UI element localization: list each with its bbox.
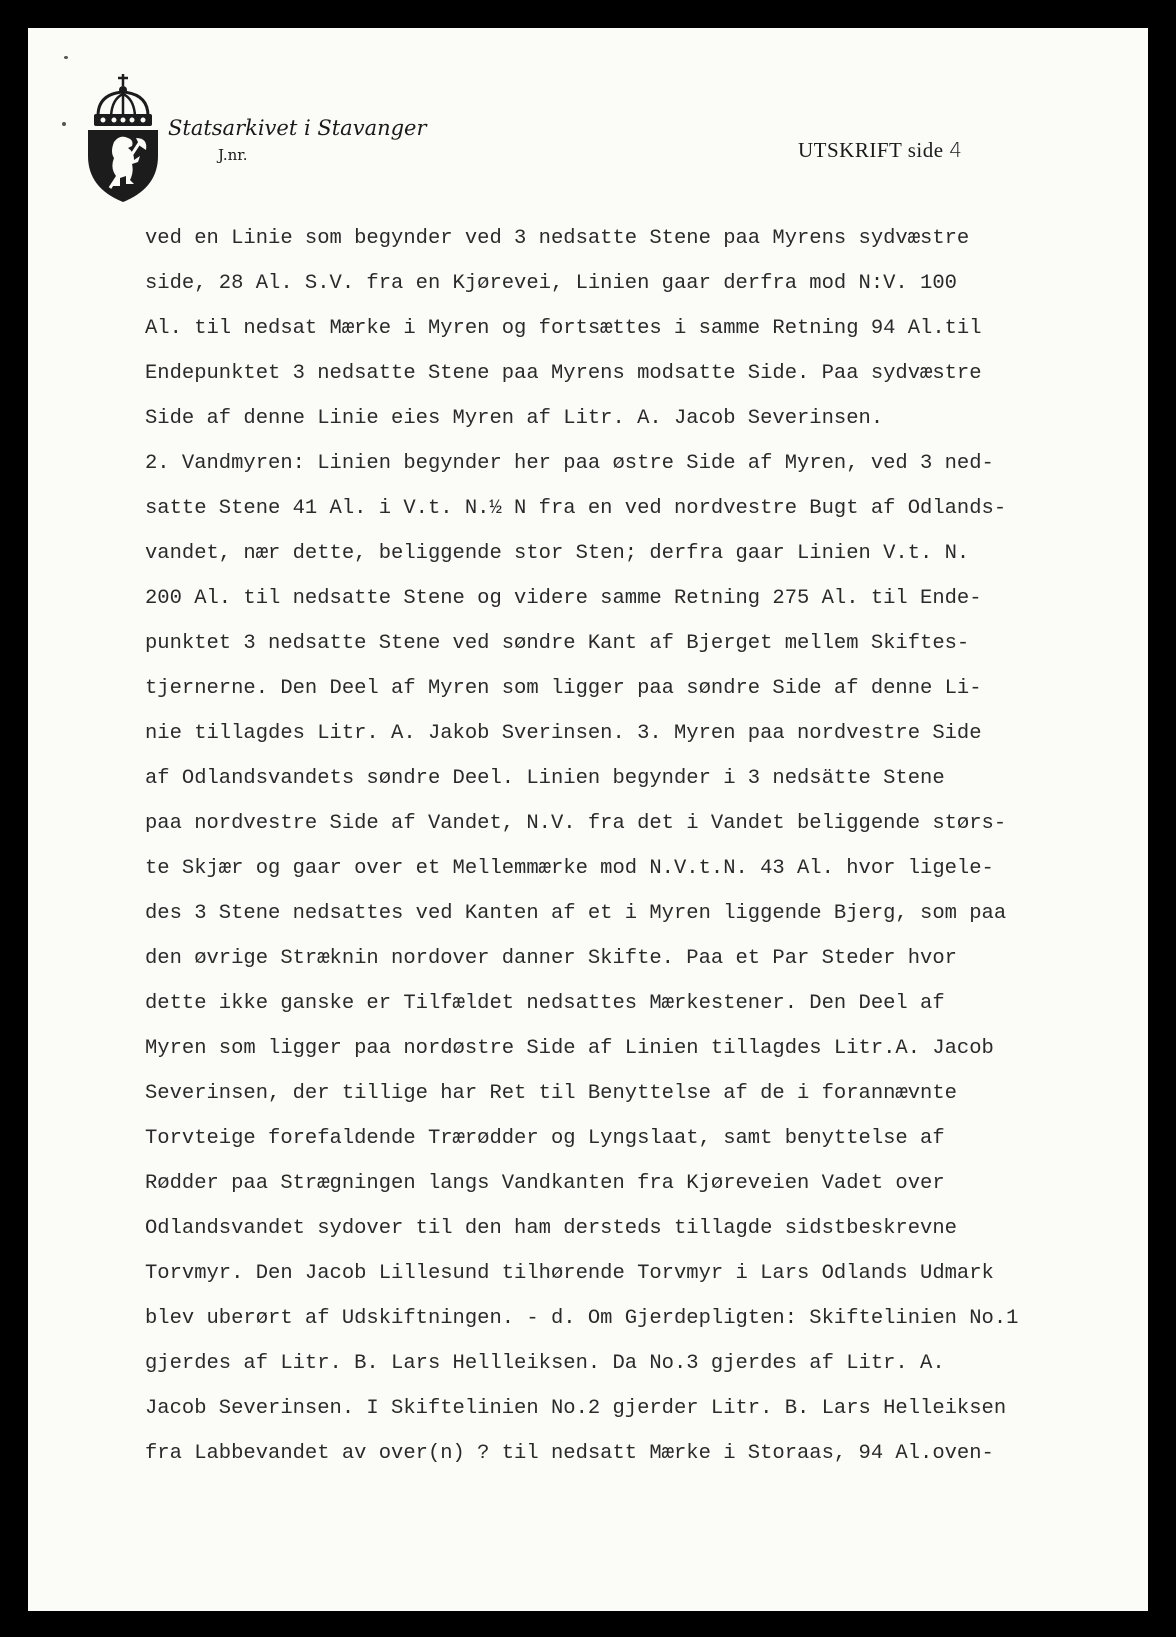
text-line: tjernerne. Den Deel af Myren som ligger paa søndre Side af denne Li- [145, 677, 982, 700]
text-line: Jacob Severinsen. I Skiftelinien No.2 gjerder Litr. B. Lars Helleiksen [145, 1397, 1007, 1420]
text-line: 200 Al. til nedsatte Stene og videre samme Retning 275 Al. til Ende- [145, 587, 982, 610]
text-line: den øvrige Stræknin nordover danner Skifte. Paa et Par Steder hvor [145, 947, 957, 970]
text-line: Torvmyr. Den Jacob Lillesund tilhørende Torvmyr i Lars Odlands Udmark [145, 1262, 994, 1285]
page-number: 4 [949, 138, 963, 162]
text-line: Endepunktet 3 nedsatte Stene paa Myrens modsatte Side. Paa sydvæstre [145, 362, 982, 385]
ink-speck [62, 122, 66, 126]
text-line: fra Labbevandet av over(n) ? til nedsatt Mærke i Storaas, 94 Al.oven- [145, 1442, 994, 1465]
text-line: Odlandsvandet sydover til den ham dersteds tillagde sidstbeskrevne [145, 1217, 957, 1240]
text-line: Torvteige forefaldende Trærødder og Lyngslaat, samt benyttelse af [145, 1127, 945, 1150]
text-line: nie tillagdes Litr. A. Jakob Sverinsen. 3. Myren paa nordvestre Side [145, 722, 982, 745]
text-line: Myren som ligger paa nordøstre Side af Linien tillagdes Litr.A. Jacob [145, 1037, 994, 1060]
text-line: gjerdes af Litr. B. Lars Hellleiksen. Da No.3 gjerdes af Litr. A. [145, 1352, 945, 1375]
ink-speck [64, 56, 68, 59]
text-line: side, 28 Al. S.V. fra en Kjørevei, Linien gaar derfra mod N:V. 100 [145, 272, 957, 295]
text-line: af Odlandsvandets søndre Deel. Linien begynder i 3 nedsätte Stene [145, 767, 945, 790]
text-line: Severinsen, der tillige har Ret til Benyttelse af de i forannævnte [145, 1082, 957, 1105]
text-line: dette ikke ganske er Tilfældet nedsattes Mærkestener. Den Deel af [145, 992, 945, 1015]
text-line: blev uberørt af Udskiftningen. - d. Om Gjerdepligten: Skiftelinien No.1 [145, 1307, 1019, 1330]
document-body [145, 216, 1105, 1476]
text-line: ved en Linie som begynder ved 3 nedsatte Stene paa Myrens sydvæstre [145, 227, 970, 250]
text-line: paa nordvestre Side af Vandet, N.V. fra det i Vandet beliggende størs- [145, 812, 1007, 835]
transcript-page-label [798, 138, 963, 163]
norwegian-coat-of-arms-icon [84, 72, 162, 204]
text-line: te Skjær og gaar over et Mellemmærke mod N.V.t.N. 43 Al. hvor ligele- [145, 857, 994, 880]
archive-name: Statsarkivet i Stavanger [168, 116, 427, 140]
document-page [28, 28, 1148, 1611]
text-line: Rødder paa Strægningen langs Vandkanten fra Kjøreveien Vadet over [145, 1172, 945, 1195]
text-line: Al. til nedsat Mærke i Myren og fortsættes i samme Retning 94 Al.til [145, 317, 982, 340]
text-line: vandet, nær dette, beliggende stor Sten; derfra gaar Linien V.t. N. [145, 542, 970, 565]
text-line: 2. Vandmyren: Linien begynder her paa østre Side af Myren, ved 3 ned- [145, 452, 994, 475]
journal-number-label: J.nr. [218, 146, 248, 164]
transcript-label: UTSKRIFT side [798, 138, 944, 162]
text-line: des 3 Stene nedsattes ved Kanten af et i Myren liggende Bjerg, som paa [145, 902, 1007, 925]
text-line: punktet 3 nedsatte Stene ved søndre Kant af Bjerget mellem Skiftes- [145, 632, 970, 655]
text-line: satte Stene 41 Al. i V.t. N.½ N fra en ved nordvestre Bugt af Odlands- [145, 497, 1007, 520]
text-line: Side af denne Linie eies Myren af Litr. A. Jacob Severinsen. [145, 407, 884, 430]
